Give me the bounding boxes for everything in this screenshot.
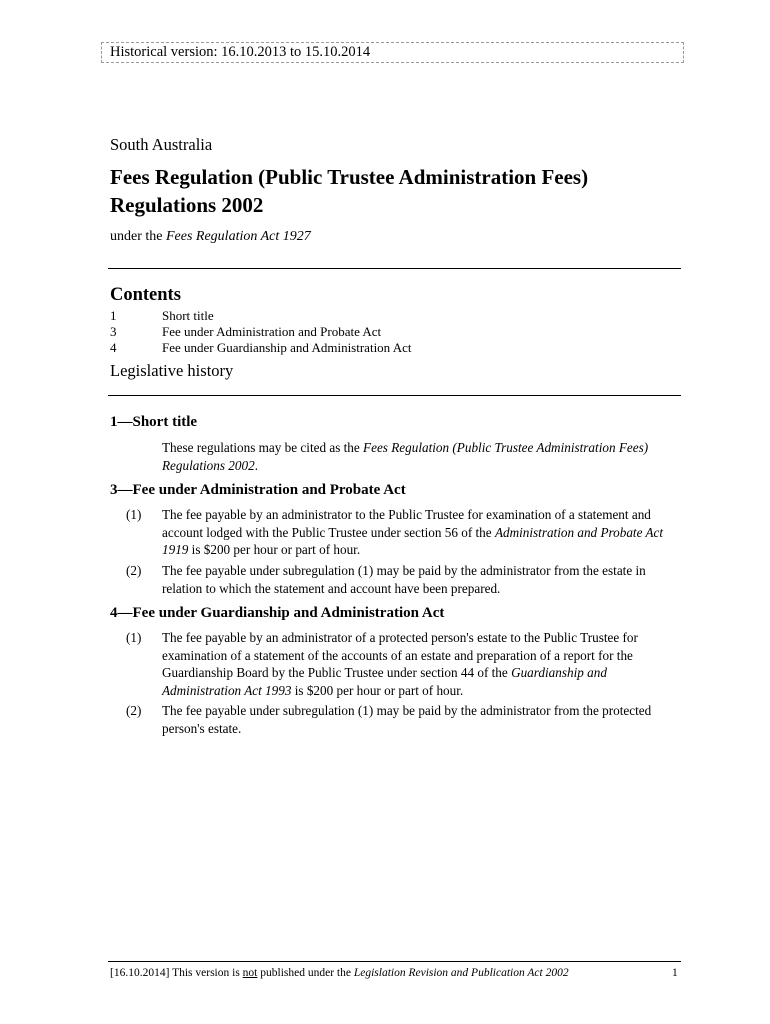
section-1-heading: 1—Short title — [110, 414, 198, 430]
page-number: 1 — [672, 967, 678, 979]
section-4-para-1-tail: is $200 per hour or part of hour. — [291, 682, 464, 698]
section-4-para-1-number: (1) — [126, 630, 142, 645]
jurisdiction: South Australia — [110, 135, 213, 154]
section-3-para-1 — [162, 506, 682, 559]
section-4-para-1-text: The fee payable by an administrator of a protected person's estate to the Public Trustee for examination of a statement of the accounts of an estate and preparation of a report for the Guardianship Board by the Public Trustee under section 44 of the — [162, 630, 638, 680]
toc-item-label: Short title — [162, 308, 214, 323]
enabling-act — [110, 229, 311, 245]
section-3-para-2-number: (2) — [126, 563, 142, 578]
toc-item[interactable] — [110, 340, 411, 355]
section-1-citation: Fees Regulation (Public Trustee Administration Fees) Regulations 2002 — [162, 440, 649, 473]
toc-item[interactable] — [110, 324, 381, 339]
document-title: Fees Regulation (Public Trustee Administration Fees) Regulations 2002 — [110, 165, 589, 217]
footer-not: not — [242, 967, 258, 979]
toc-item-label: Fee under Guardianship and Administration Act — [162, 340, 412, 355]
footer-prefix: [16.10.2014] This version is — [110, 967, 243, 979]
toc-item-number: 1 — [110, 308, 117, 323]
footer-act: Legislation Revision and Publication Act 2002 — [353, 967, 569, 979]
section-4-para-2: The fee payable under subregulation (1) may be paid by the administrator from the protected person's estate. — [162, 703, 652, 736]
section-4-para-1-act: Guardianship and Administration Act 1993 — [162, 665, 607, 698]
section-3-para-1-act: Administration and Probate Act 1919 — [162, 524, 664, 557]
divider — [108, 268, 681, 269]
historical-version-banner: Historical version: 16.10.2013 to 15.10.2014 — [101, 42, 684, 63]
section-3-para-1-number: (1) — [126, 507, 142, 522]
footer-middle: published under the — [257, 967, 354, 979]
section-3-para-2: The fee payable under subregulation (1) may be paid by the administrator from the estate in relation to which the statement and account have been prepared. — [162, 563, 646, 596]
section-1-text-b: . — [254, 457, 258, 473]
toc-item[interactable] — [110, 308, 214, 323]
section-4-para-1 — [162, 629, 682, 699]
enabling-act-name: Fees Regulation Act 1927 — [165, 229, 311, 244]
divider — [108, 395, 681, 396]
section-1-text-a: These regulations may be cited as the — [162, 440, 364, 455]
section-3-para-1-tail: is $200 per hour or part of hour. — [188, 542, 361, 557]
section-1-text — [162, 439, 682, 474]
section-4-heading: 4—Fee under Guardianship and Administration Act — [110, 605, 445, 621]
contents-heading: Contents — [110, 285, 181, 305]
enabling-act-prefix: under the — [110, 229, 166, 244]
section-3-para-1-text: The fee payable by an administrator to the Public Trustee for examination of a statement and account lodged with the Public Trustee under section 56 of the — [162, 507, 651, 540]
footer-divider — [108, 961, 681, 962]
section-4-para-2-number: (2) — [126, 703, 142, 718]
toc-item-number: 4 — [110, 340, 117, 355]
legislative-history-link[interactable]: Legislative history — [110, 361, 234, 380]
toc-item-number: 3 — [110, 324, 117, 339]
toc-item-label: Fee under Administration and Probate Act — [162, 324, 382, 339]
section-3-heading: 3—Fee under Administration and Probate Act — [110, 482, 406, 498]
footer-note — [110, 967, 569, 979]
